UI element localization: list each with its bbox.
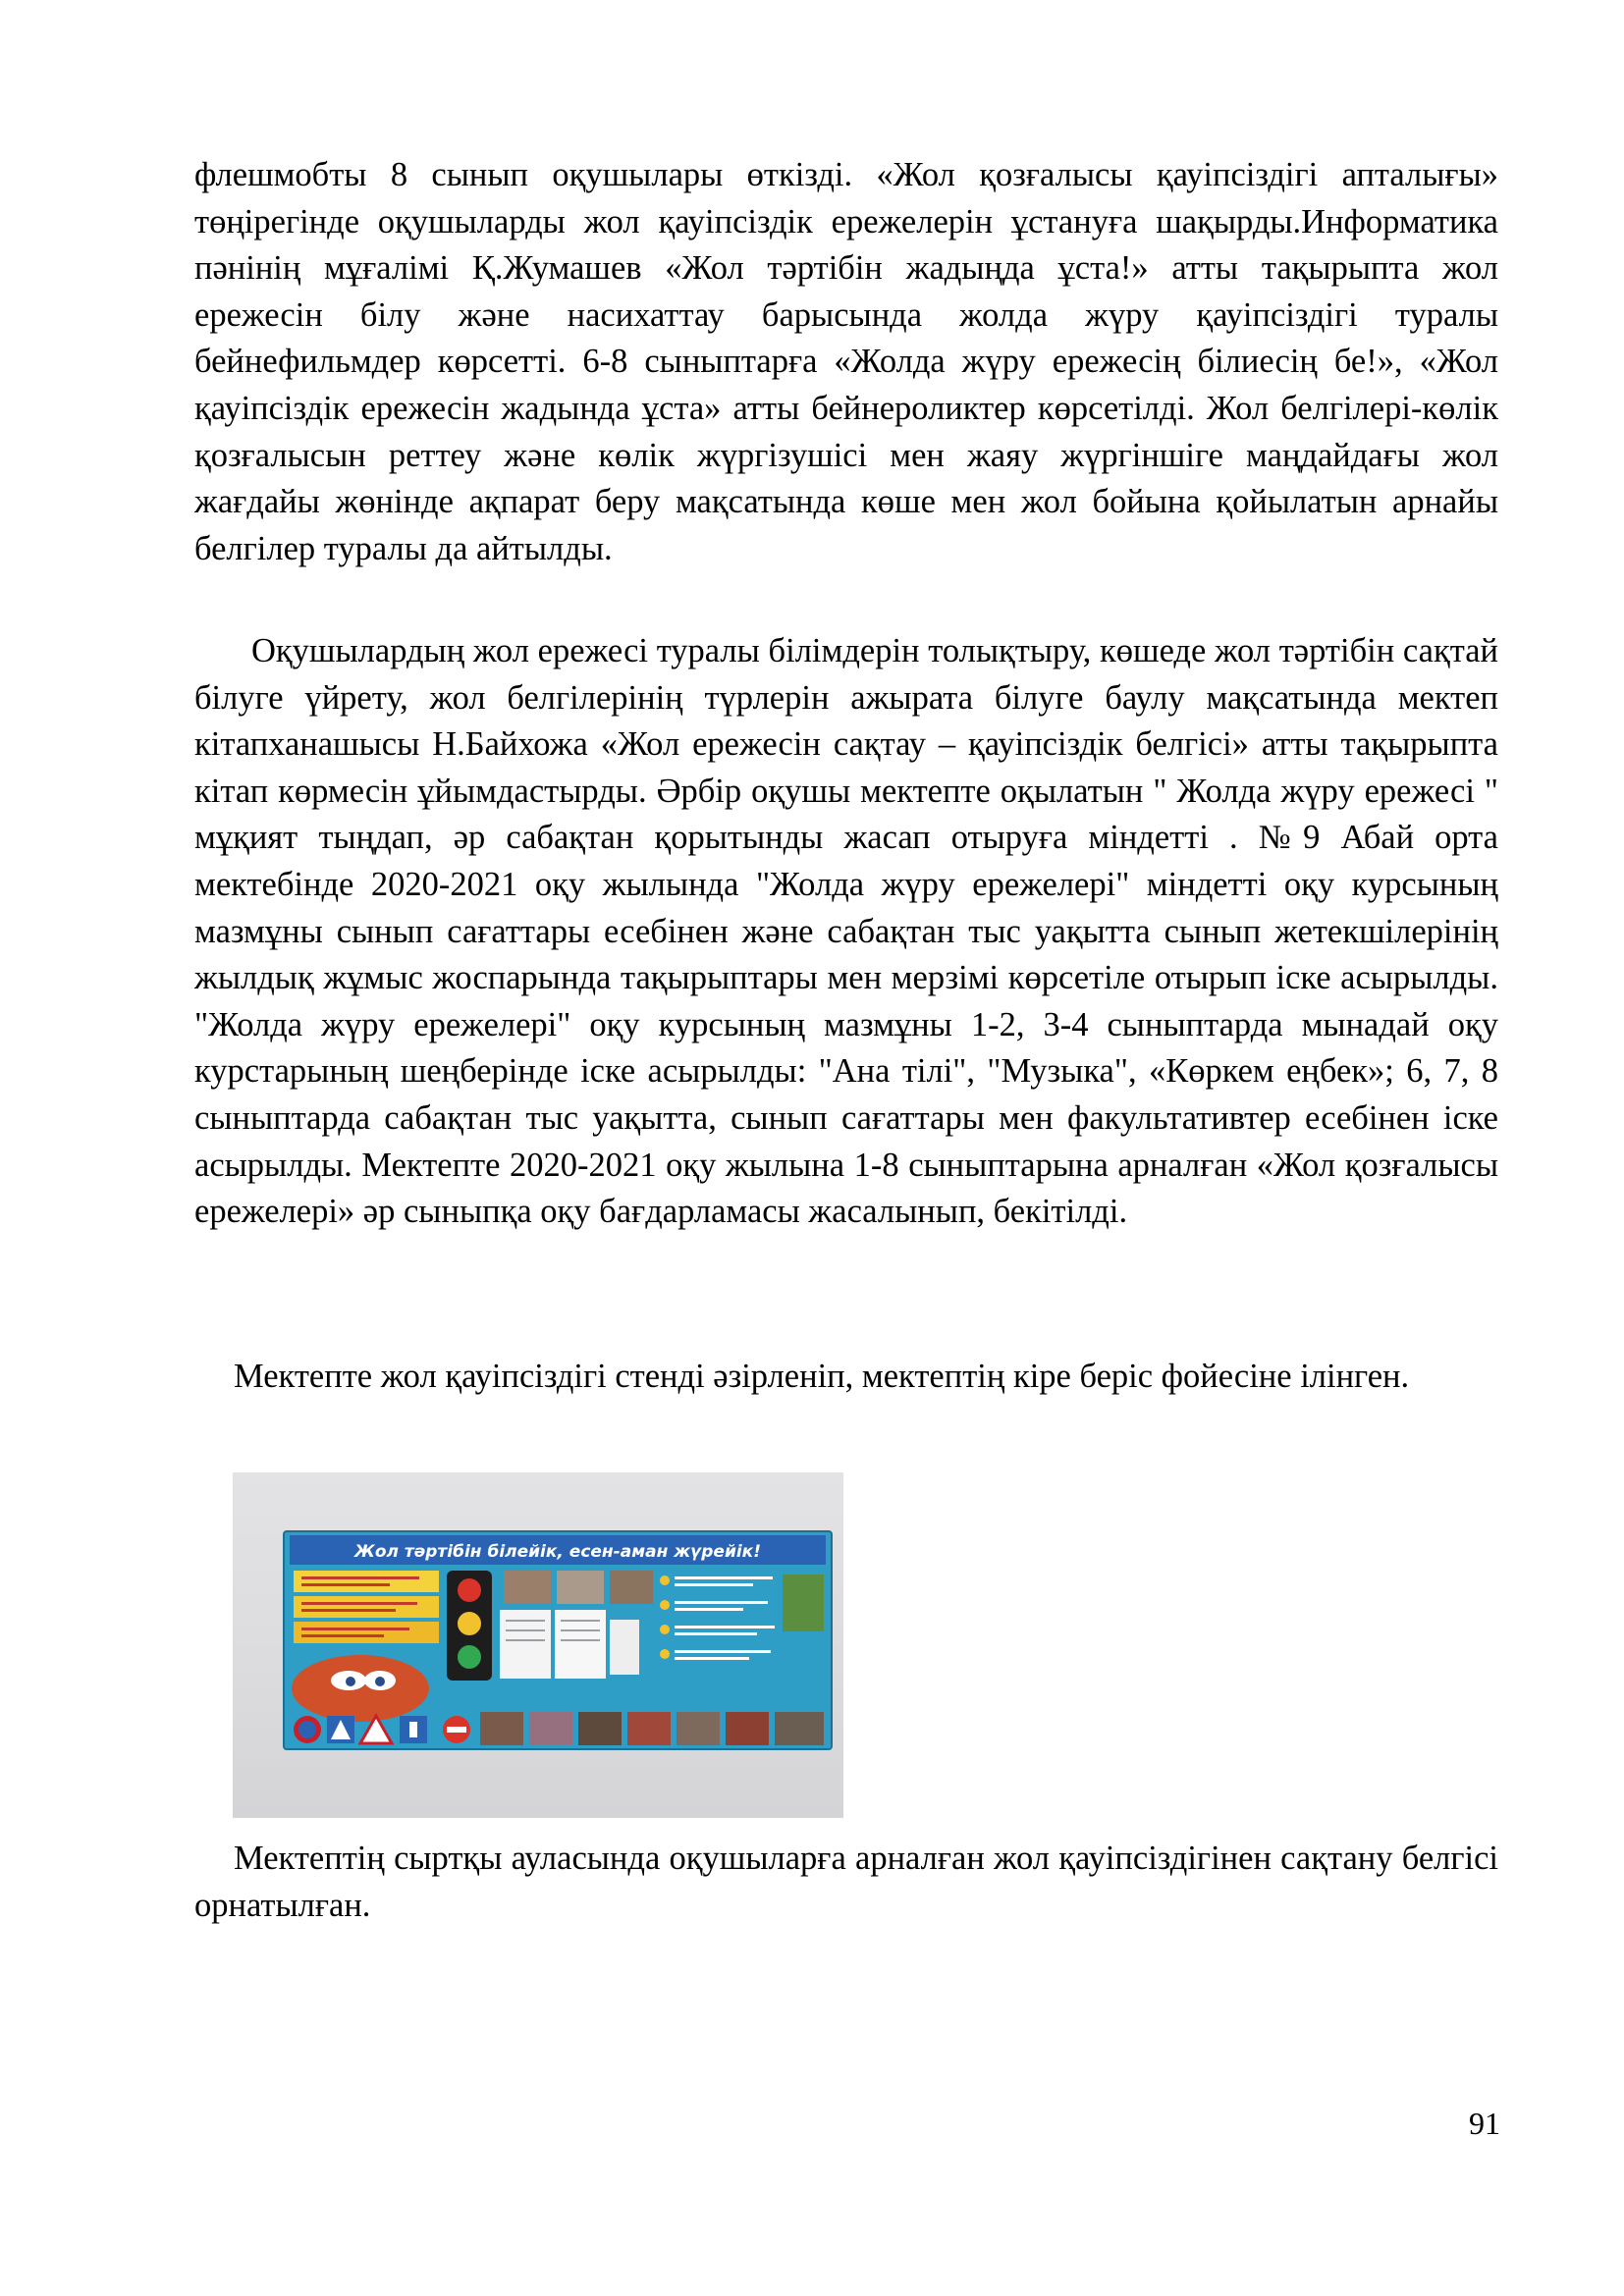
cartoon-car — [292, 1655, 429, 1722]
stand-photo-tile — [627, 1712, 671, 1745]
paragraph-1 — [194, 152, 1498, 572]
stand-photo-tile — [783, 1575, 824, 1631]
page-number: 91 — [1469, 2106, 1500, 2141]
paragraph-4-text: Мектептің сыртқы ауласында оқушыларға арналған жол қауіпсіздігінен сақтану белгісі орнатылған. — [194, 1840, 1498, 1924]
stand-photo-tile — [480, 1712, 523, 1745]
stand-banner-title: Жол тәртібін білейік, есен-аман жүрейік! — [354, 1542, 761, 1562]
stand-photo-tile — [726, 1712, 769, 1745]
stand-photo-tile — [775, 1712, 824, 1745]
stand-photo-tile — [529, 1712, 572, 1745]
stand-photo-tile — [504, 1571, 551, 1604]
paragraph-3 — [194, 1354, 1498, 1401]
paragraph-2 — [194, 628, 1498, 1236]
paragraph-3-text: Мектепте жол қауіпсіздігі стенді әзірленіп, мектептің кіре беріс фойесіне ілінген. — [234, 1358, 1410, 1395]
paragraph-4 — [194, 1836, 1498, 1929]
paragraph-2-text: Оқушылардың жол ережесі туралы білімдерін толықтыру, көшеде жол тәртібін сақтай білуге үйрету, жол белгілерінің түрлерін ажырата білуге баулу мақсатында мектеп кітапханашысы Н.Байхожа «Жол ережесін сақтау – қауіпсіздік белгісі» атты тақырыпта кітап көрмесін ұйымдастырды. Әрбір оқушы мектепте оқылатын " Жолда жүру ережесі " мұқият тыңдап, әр сабақтан қорытынды жасап отыруға міндетті . №9 Абай орта мектебінде 2020-2021 оқу жылында "Жолда жүру ережелері" міндетті оқу курсының мазмұны сынып сағаттары есебінен және сабақтан тыс уақытта сынып жетекшілерінің жылдық жұмыс жоспарында тақырыптары мен мерзімі көрсетіле отырып іске асырылды. "Жолда жүру ережелері" оқу курсының мазмұны 1-2, 3-4 сыныптарда мынадай оқу курстарының шеңберінде іске асырылды: "Ана тілі", "Музыка", «Көркем еңбек»; 6, 7, 8 сыныптарда сабақтан тыс уақытта, сынып сағаттары мен факультативтер есебінен іске асырылды. Мектепте 2020-2021 оқу жылына 1-8 сыныптарына арналған «Жол қозғалысы ережелері» әр сыныпқа оқу бағдарламасы жасалынып, бекітілді. — [194, 632, 1498, 1231]
stand-panel — [294, 1622, 439, 1643]
stand-photo-tile — [578, 1712, 622, 1745]
safety-stand-photo — [233, 1472, 843, 1818]
stand-panel — [294, 1571, 439, 1592]
stand-sheet — [610, 1620, 639, 1675]
stand-photo-tile — [557, 1571, 604, 1604]
paragraph-1-text: флешмобты 8 сынып оқушылары өткізді. «Жол қозғалысы қауіпсіздігі апталығы» төңірегінде оқушыларды жол қауіпсіздік ережелерін ұстануға шақырды.Информатика пәнінің мұғалімі Қ.Жумашев «Жол тәртібін жадыңда ұста!» атты тақырыпта жол ережесін білу және насихаттау барысында жолда жүру қауіпсіздігі туралы бейнефильмдер көрсетті. 6-8 сыныптарға «Жолда жүру ережесің білиесің бе!», «Жол қауіпсіздік ережесін жадында ұста» атты бейнероликтер көрсетілді. Жол белгілері-көлік қозғалысын реттеу және көлік жүргізушісі мен жаяу жүргіншіге маңдайдағы жол жағдайы жөнінде ақпарат беру мақсатында көше мен жол бойына қойылатын арнайы белгілер туралы да айтылды. — [194, 156, 1498, 567]
stand-panel — [294, 1596, 439, 1618]
stand-photo-tile — [610, 1571, 653, 1604]
safety-stand-illustration — [233, 1472, 843, 1818]
stand-photo-tile — [677, 1712, 720, 1745]
